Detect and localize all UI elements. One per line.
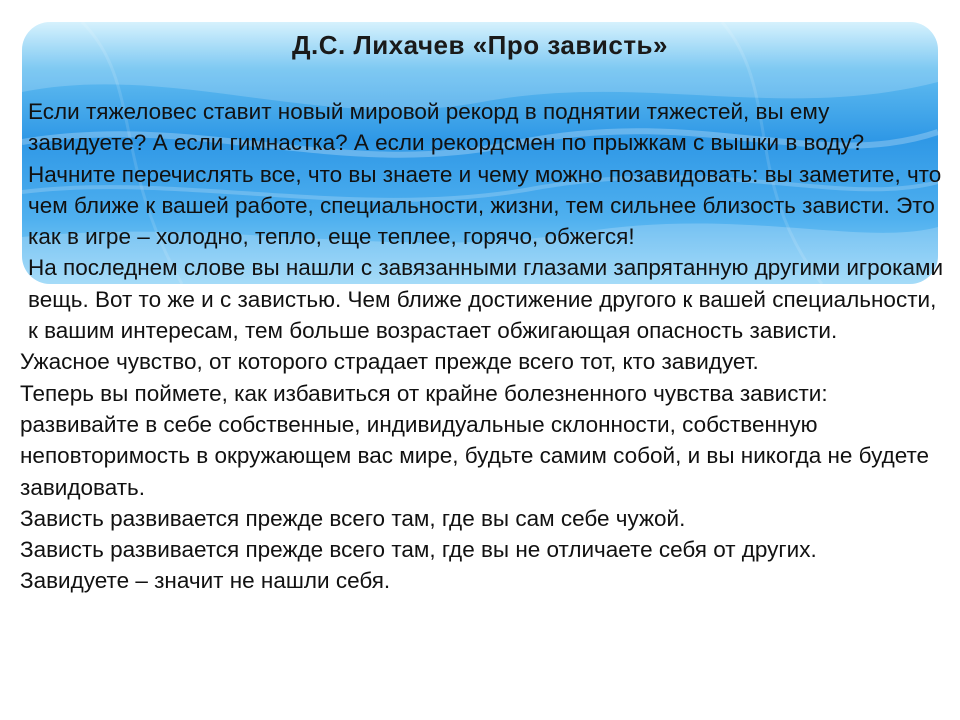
paragraph-6: Зависть развивается прежде всего там, где вы сам себе чужой.	[20, 505, 686, 531]
paragraph-5: Теперь вы поймете, как избавиться от крайне болезненного чувства зависти: развивайте в себе собственные, индивидуальные склонности, собственную неповторимость в окружающем вас мире, будьте самим собой, и вы никогда не будете завидовать.	[20, 380, 930, 500]
page-title: Д.С. Лихачев «Про зависть»	[291, 30, 668, 60]
paragraph-4: Ужасное чувство, от которого страдает прежде всего тот, кто завидует.	[20, 349, 759, 375]
paragraph-8: Завидуете – значит не нашли себя.	[20, 568, 391, 594]
paragraph-1: Если тяжеловес ставит новый мировой рекорд в поднятии тяжестей, вы ему завидуете? А если гимнастка? А если рекордсмен по прыжкам с вышки в воду?	[28, 99, 865, 156]
paragraph-7: Зависть развивается прежде всего там, где вы не отличаете себя от других.	[20, 537, 817, 563]
article-body	[20, 96, 950, 597]
paragraph-3: На последнем слове вы нашли с завязанными глазами запрятанную другими игроками вещь. Вот то же и с завистью. Чем ближе достижение другого к вашей специальности, к вашим интересам, тем больше возрастает обжигающая опасность зависти.	[28, 255, 944, 344]
paragraph-2: Начните перечислять все, что вы знаете и чему можно позавидовать: вы заметите, что чем ближе к вашей работе, специальности, жизни, тем сильнее близость зависти. Это как в игре – холодно, тепло, еще теплее, горячо, обжегся!	[28, 161, 942, 250]
